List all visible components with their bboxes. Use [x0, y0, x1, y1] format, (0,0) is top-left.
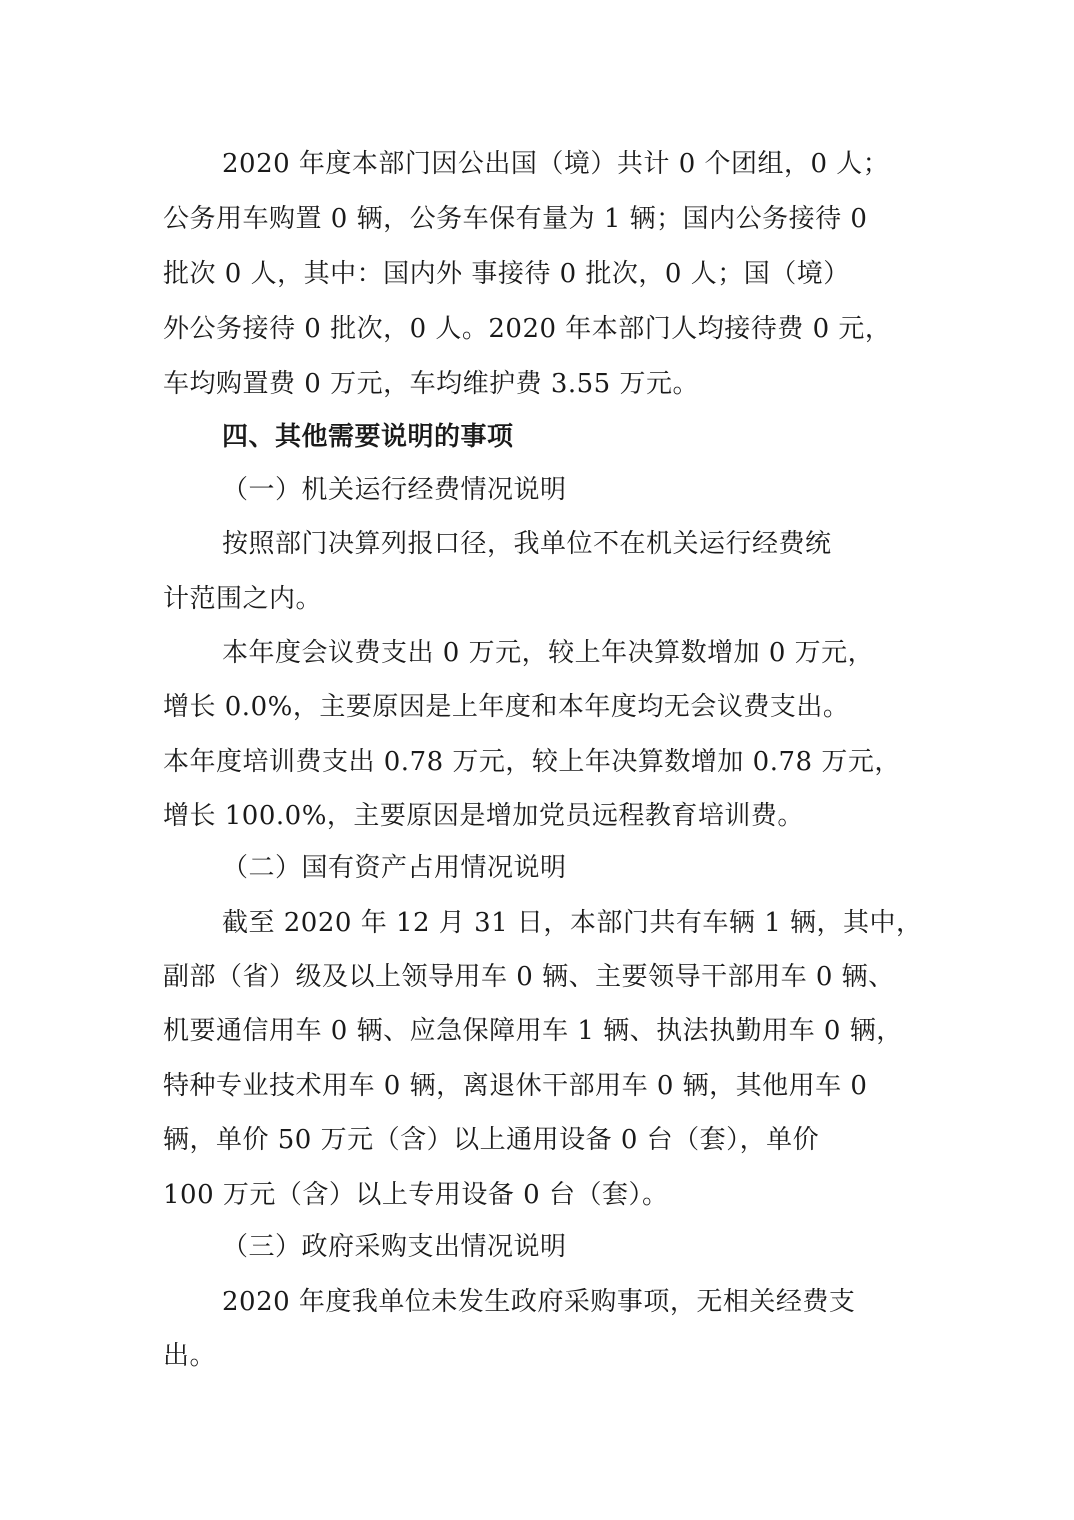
paragraph-line: 车均购置费 0 万元，车均维护费 3.55 万元。: [163, 369, 699, 399]
subsection-heading: （一）机关运行经费情况说明: [222, 475, 567, 505]
paragraph-line: 副部（省）级及以上领导用车 0 辆、主要领导干部用车 0 辆、: [163, 962, 895, 992]
paragraph-line: 公务用车购置 0 辆，公务车保有量为 1 辆；国内公务接待 0: [163, 204, 868, 234]
paragraph-line: 截至 2020 年 12 月 31 日，本部门共有车辆 1 辆，其中，: [222, 908, 923, 938]
paragraph-line: 批次 0 人，其中：国内外 事接待 0 批次，0 人；国（境）: [163, 259, 850, 289]
section-heading: 四、其他需要说明的事项: [222, 422, 514, 452]
paragraph-line: 本年度培训费支出 0.78 万元，较上年决算数增加 0.78 万元，: [163, 747, 901, 777]
subsection-heading: （二）国有资产占用情况说明: [222, 853, 567, 883]
paragraph-line: 辆，单价 50 万元（含）以上通用设备 0 台（套），单价: [163, 1125, 820, 1155]
paragraph-line: 按照部门决算列报口径，我单位不在机关运行经费统: [222, 529, 832, 559]
subsection-heading: （三）政府采购支出情况说明: [222, 1232, 567, 1262]
paragraph-line: 出。: [163, 1341, 217, 1371]
paragraph-line: 增长 0.0%，主要原因是上年度和本年度均无会议费支出。: [163, 692, 850, 722]
paragraph-line: 2020 年度本部门因公出国（境）共计 0 个团组，0 人；: [222, 149, 890, 179]
paragraph-line: 2020 年度我单位未发生政府采购事项，无相关经费支: [222, 1287, 856, 1317]
paragraph-line: 特种专业技术用车 0 辆，离退休干部用车 0 辆，其他用车 0: [163, 1071, 868, 1101]
paragraph-line: 100 万元（含）以上专用设备 0 台（套）。: [163, 1180, 669, 1210]
paragraph-line: 机要通信用车 0 辆、应急保障用车 1 辆、执法执勤用车 0 辆，: [163, 1016, 903, 1046]
paragraph-line: 计范围之内。: [163, 584, 323, 614]
paragraph-line: 本年度会议费支出 0 万元，较上年决算数增加 0 万元，: [222, 638, 875, 668]
paragraph-line: 增长 100.0%，主要原因是增加党员远程教育培训费。: [163, 801, 804, 831]
paragraph-line: 外公务接待 0 批次，0 人。2020 年本部门人均接待费 0 元，: [163, 314, 892, 344]
